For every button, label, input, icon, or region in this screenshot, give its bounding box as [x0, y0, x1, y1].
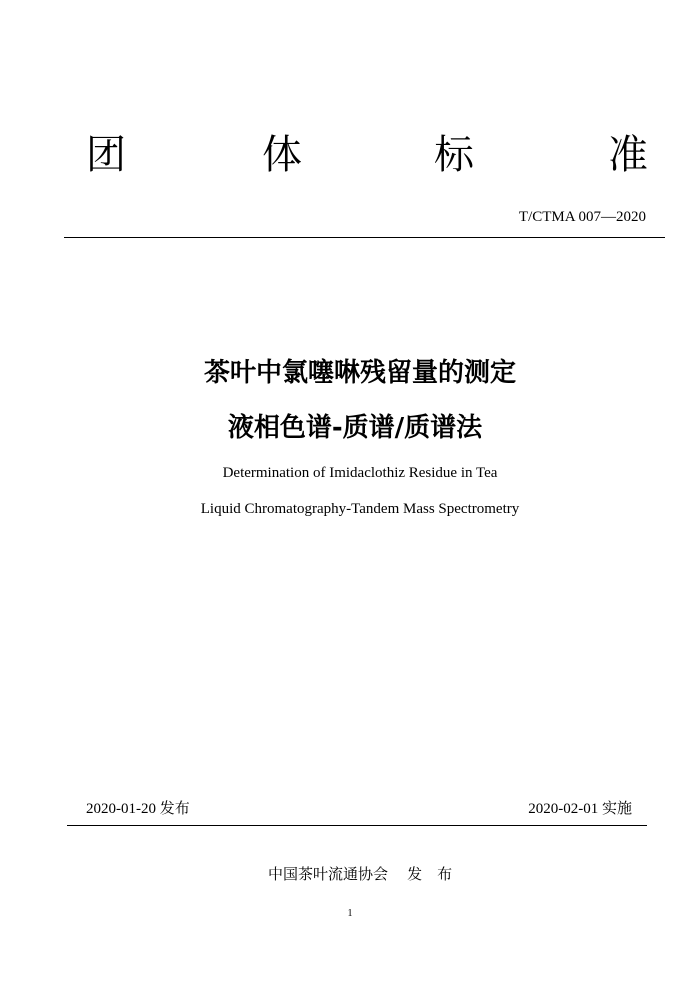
page-number: 1	[347, 908, 353, 919]
title-zh-line-1: 茶叶中氯噻啉残留量的测定	[203, 358, 516, 388]
implement-date: 2020-02-01 实施	[528, 801, 632, 817]
standard-type-char-4: 准	[608, 132, 648, 178]
publish-date: 2020-01-20 发布	[86, 801, 190, 817]
standard-type-char-3: 标	[434, 132, 474, 178]
title-en-line-2: Liquid Chromatography-Tandem Mass Spectrometry	[200, 501, 520, 517]
title-en-line-1: Determination of Imidaclothiz Residue in Tea	[222, 465, 498, 481]
header-divider	[64, 237, 665, 238]
footer-divider	[67, 825, 647, 826]
publisher-name: 中国茶叶流通协会	[268, 865, 389, 883]
publisher-line	[268, 864, 452, 884]
title-zh-line-2: 液相色谱-质谱/质谱法	[227, 413, 483, 443]
standard-type-char-2: 体	[262, 132, 302, 178]
standard-type-char-1: 团	[86, 132, 126, 178]
standard-code: T/CTMA 007—2020	[518, 209, 646, 225]
publisher-action: 发 布	[407, 865, 453, 883]
